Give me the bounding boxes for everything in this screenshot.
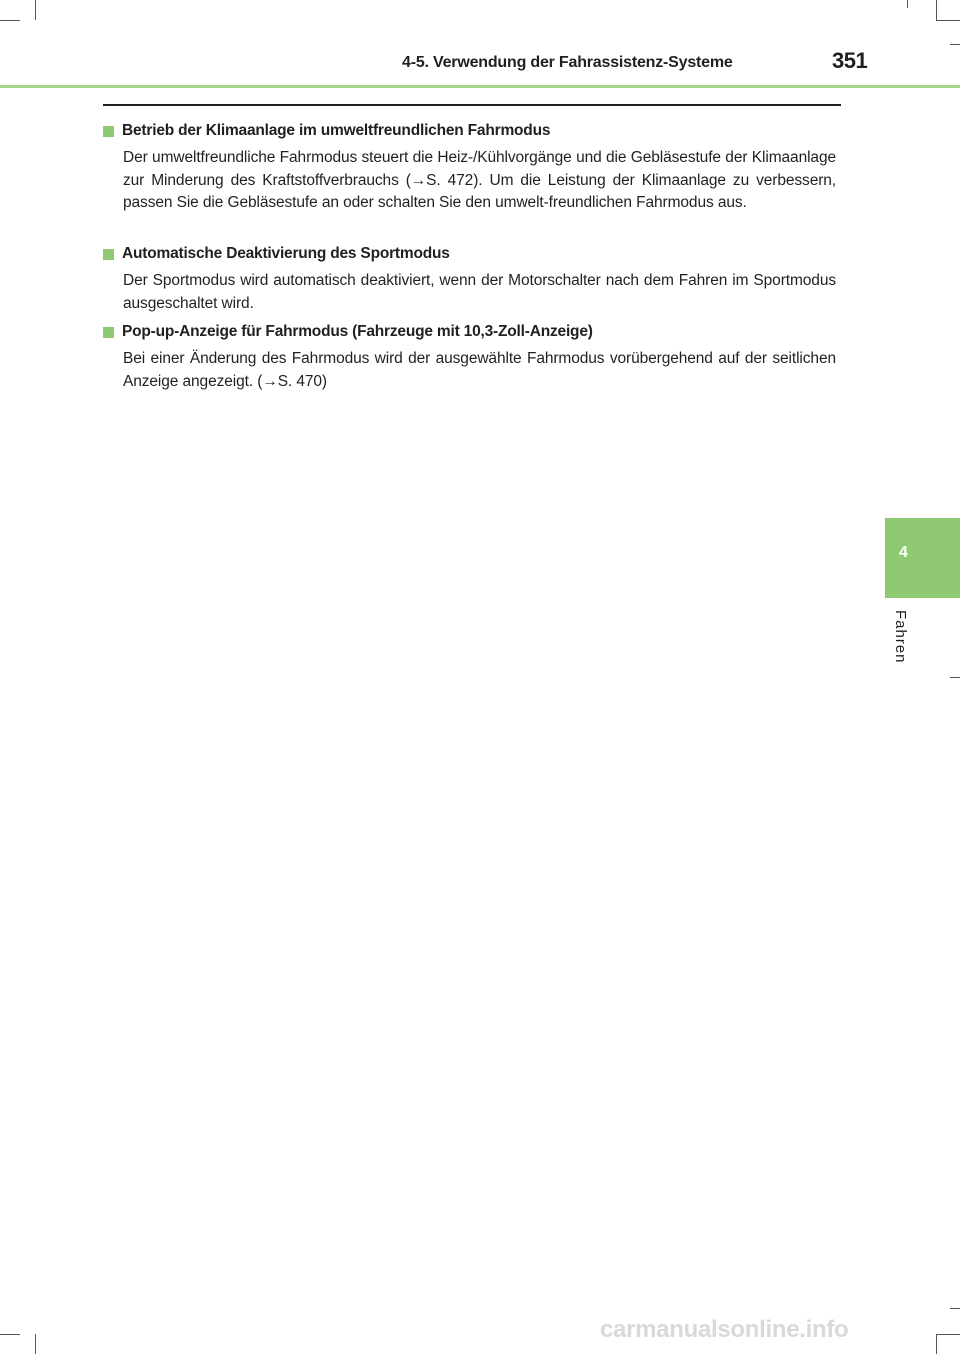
square-bullet-icon <box>103 327 114 338</box>
chapter-label: Fahren <box>892 610 909 664</box>
section-heading <box>103 120 836 142</box>
crop-mark <box>936 1334 937 1354</box>
square-bullet-icon <box>103 126 114 137</box>
crop-mark <box>35 1334 36 1354</box>
section-climate-eco-mode <box>103 120 836 215</box>
section-heading-text: Pop-up-Anzeige für Fahrmodus (Fahrzeuge mit 10,3-Zoll-Anzeige) <box>122 323 593 340</box>
crop-mark <box>35 0 36 20</box>
section-heading <box>103 243 836 265</box>
section-body: Der umweltfreundliche Fahrmodus steuert die Heiz-/Kühlvorgänge und die Gebläsestufe der Klimaanlage zur Minderung des Kraftstoffverbrauchs (→S. 472). Um die Leistung der Klimaanlage zu verbessern, passen Sie die Gebläsestufe an oder schalten Sie den umwelt-freundlichen Fahrmodus aus. <box>123 149 836 211</box>
section-heading-text: Betrieb der Klimaanlage im umweltfreundlichen Fahrmodus <box>122 122 551 139</box>
page-number: 351 <box>832 48 868 73</box>
content-top-rule <box>103 104 841 106</box>
crop-mark <box>950 677 960 678</box>
section-drive-mode-popup <box>103 321 836 393</box>
crop-mark <box>936 0 937 20</box>
square-bullet-icon <box>103 249 114 260</box>
section-sport-mode-deactivation <box>103 243 836 315</box>
crop-mark <box>950 44 960 45</box>
header-divider <box>0 85 960 88</box>
crop-mark <box>936 20 960 21</box>
section-heading <box>103 321 836 343</box>
watermark: carmanualsonline.info <box>600 1316 849 1343</box>
crop-mark <box>950 1308 960 1309</box>
section-body: Bei einer Änderung des Fahrmodus wird der ausgewählte Fahrmodus vorübergehend auf der seitlichen Anzeige angezeigt. (→S. 470) <box>123 350 836 390</box>
section-heading-text: Automatische Deaktivierung des Sportmodus <box>122 245 450 262</box>
crop-mark <box>936 1334 960 1335</box>
chapter-number: 4 <box>899 544 908 561</box>
section-body: Der Sportmodus wird automatisch deaktiviert, wenn der Motorschalter nach dem Fahren im Sportmodus ausgeschaltet wird. <box>123 272 836 312</box>
running-header-title: 4-5. Verwendung der Fahrassistenz-Systeme <box>402 54 733 71</box>
crop-mark <box>0 20 20 21</box>
crop-mark <box>0 1334 20 1335</box>
crop-mark <box>907 0 908 8</box>
chapter-tab <box>885 518 960 598</box>
